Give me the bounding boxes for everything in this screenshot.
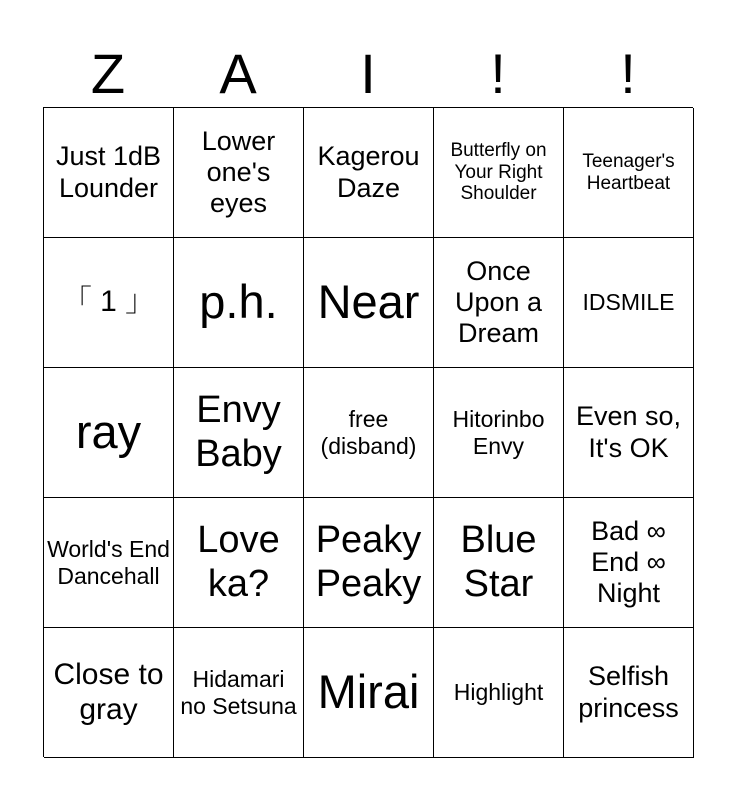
bingo-cell-r2c3[interactable]: Near <box>304 238 434 368</box>
bingo-cell-r4c5[interactable]: Bad ∞ End ∞ Night <box>564 498 694 628</box>
bingo-cell-r3c5[interactable]: Even so, It's OK <box>564 368 694 498</box>
bingo-cell-r2c5[interactable]: IDSMILE <box>564 238 694 368</box>
bingo-cell-r3c1[interactable]: ray <box>44 368 174 498</box>
bingo-cell-r1c2[interactable]: Lower one's eyes <box>174 108 304 238</box>
header-letter-1: Z <box>90 42 126 105</box>
bingo-cell-r1c1[interactable]: Just 1dB Lounder <box>44 108 174 238</box>
bingo-cell-r1c3[interactable]: Kagerou Daze <box>304 108 434 238</box>
bingo-cell-r3c3[interactable]: free (disband) <box>304 368 434 498</box>
bingo-cell-r2c2[interactable]: p.h. <box>174 238 304 368</box>
bingo-cell-r4c3[interactable]: Peaky Peaky <box>304 498 434 628</box>
bingo-cell-r5c5[interactable]: Selfish princess <box>564 628 694 758</box>
header-letter-3: I <box>360 42 376 105</box>
bingo-cell-r3c4[interactable]: Hitorinbo Envy <box>434 368 564 498</box>
header-letter-4: ! <box>490 42 506 105</box>
bingo-cell-r3c2[interactable]: Envy Baby <box>174 368 304 498</box>
bingo-cell-r1c4[interactable]: Butterfly on Your Right Shoulder <box>434 108 564 238</box>
bingo-cell-r5c4[interactable]: Highlight <box>434 628 564 758</box>
bingo-cell-r4c2[interactable]: Love ka? <box>174 498 304 628</box>
bingo-cell-r4c1[interactable]: World's End Dancehall <box>44 498 174 628</box>
bingo-cell-r1c5[interactable]: Teenager's Heartbeat <box>564 108 694 238</box>
bingo-cell-r5c2[interactable]: Hidamari no Setsuna <box>174 628 304 758</box>
bingo-header <box>43 40 693 108</box>
bingo-cell-r2c4[interactable]: Once Upon a Dream <box>434 238 564 368</box>
bingo-cell-r2c1[interactable]: 「 1 」 <box>44 238 174 368</box>
bingo-cell-r5c1[interactable]: Close to gray <box>44 628 174 758</box>
header-letter-2: A <box>219 42 257 105</box>
bingo-cell-r4c4[interactable]: Blue Star <box>434 498 564 628</box>
bingo-cell-r5c3[interactable]: Mirai <box>304 628 434 758</box>
header-letter-5: ! <box>620 42 636 105</box>
bingo-board <box>43 107 693 757</box>
